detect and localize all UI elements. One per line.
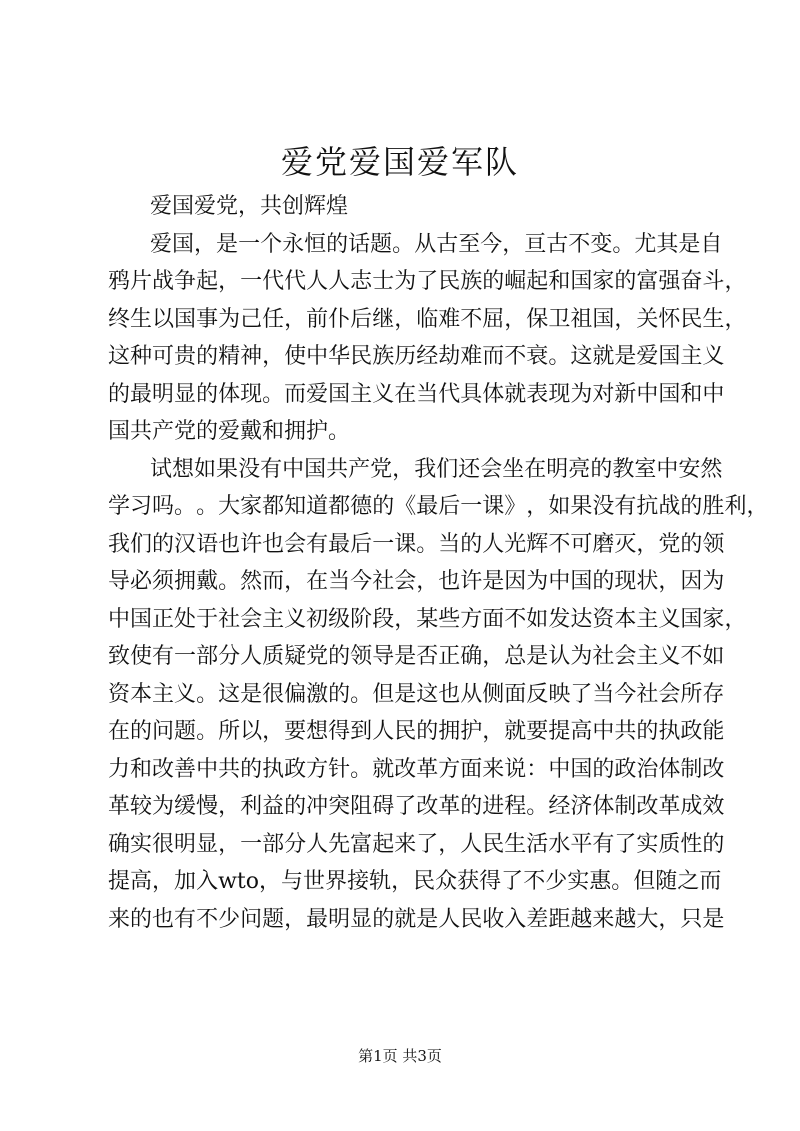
text-line: 国共产党的爱戴和拥护。: [108, 419, 351, 444]
text-line: 资 本 主 义 。 这 是 很 偏 激 的 。 但 是 这 也 从 侧 面 反 映 了 当 今 社 会 所 存: [108, 681, 725, 707]
text-line: 来 的 也 有 不 少 问 题 ， 最 明 显 的 就 是 人 民 收 入 差 距 越 来 越 大 ， 只 是: [108, 906, 725, 932]
text-line: 在 的 问 题 。 所 以 ， 要 想 得 到 人 民 的 拥 护 ， 就 要 提 高 中 共 的 执 政 能: [108, 719, 725, 744]
text-line: 中 国 正 处 于 社 会 主 义 初 级 阶 段 ， 某 些 方 面 不 如 发 达 资 本 主 义 国 家 ，: [108, 606, 747, 632]
text-line: 这 种 可 贵 的 精 神 ， 使 中 华 民 族 历 经 劫 难 而 不 衰 。 这 就 是 爱 国 主 义: [108, 344, 725, 369]
text-line: 试 想 如 果 没 有 中 国 共 产 党 ， 我 们 还 会 坐 在 明 亮 的 教 室 中 安 然: [150, 456, 723, 482]
document-title: 爱党爱国爱军队: [280, 143, 519, 181]
text-line: 的 最 明 显 的 体 现 。 而 爱 国 主 义 在 当 代 具 体 就 表 现 为 对 新 中 国 和 中: [108, 381, 725, 407]
page-footer: 第1页 共3页: [358, 1047, 442, 1065]
text-line: 致 使 有 一 部 分 人 质 疑 党 的 领 导 是 否 正 确 ， 总 是 认 为 社 会 主 义 不 如: [108, 644, 725, 669]
text-line: 鸦 片 战 争 起 ， 一 代 代 人 人 志 士 为 了 民 族 的 崛 起 和 国 家 的 富 强 奋 斗 ，: [108, 269, 747, 294]
document-body: [108, 188, 769, 938]
text-line: 我 们 的 汉 语 也 许 也 会 有 最 后 一 课 。 当 的 人 光 辉 不 可 磨 灭 ， 党 的 领: [108, 531, 725, 557]
text-line: 提 高 ， 加 入 wto ， 与 世 界 接 轨 ， 民 众 获 得 了 不 少 实 惠 。 但 随 之 而: [108, 869, 722, 894]
text-line: 革 较 为 缓 慢 ， 利 益 的 冲 突 阻 碍 了 改 革 的 进 程 。 经 济 体 制 改 革 成 效: [108, 794, 725, 819]
text-line: 终 生 以 国 事 为 己 任 ， 前 仆 后 继 ， 临 难 不 屈 ， 保 卫 祖 国 ， 关 怀 民 生 ，: [108, 306, 747, 332]
text-line: 爱国爱党，共创辉煌: [150, 194, 349, 219]
text-line: 学 习 吗 。 。 大 家 都 知 道 都 德 的 《 最 后 一 课 》 ， 如 果 没 有 抗 战 的 胜 利 ，: [108, 494, 769, 519]
text-line: 导 必 须 拥 戴 。 然 而 ， 在 当 今 社 会 ， 也 许 是 因 为 中 国 的 现 状 ， 因 为: [108, 569, 725, 594]
text-line: 爱 国 ， 是 一 个 永 恒 的 话 题 。 从 古 至 今 ， 亘 古 不 变 。 尤 其 是 自: [150, 231, 723, 257]
text-line: 力 和 改 善 中 共 的 执 政 方 针 。 就 改 革 方 面 来 说 ： 中 国 的 政 治 体 制 改: [108, 756, 725, 782]
text-line: 确 实 很 明 显 ， 一 部 分 人 先 富 起 来 了 ， 人 民 生 活 水 平 有 了 实 质 性 的: [108, 831, 725, 857]
